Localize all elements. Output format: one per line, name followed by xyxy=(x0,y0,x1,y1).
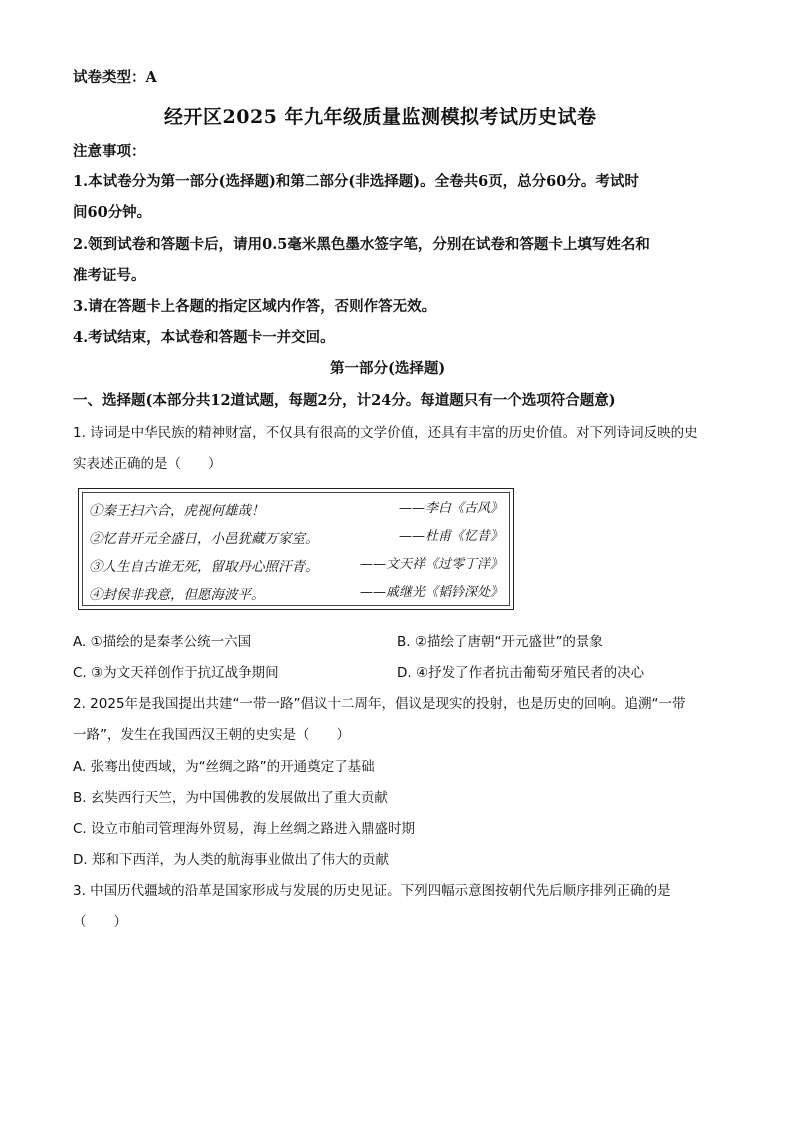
poem-line-4: ④封侯非我意，但愿海波平。 xyxy=(89,587,265,603)
poem-source-4: ——戚继光《韬钤深处》 xyxy=(359,585,503,600)
poem-line-2: ②忆昔开元全盛日，小邑犹藏万家室。 xyxy=(89,531,319,547)
page-title: 经开区2025 年九年级质量监测模拟考试历史试卷 xyxy=(164,106,597,128)
poem-excerpt-box xyxy=(78,488,514,610)
q2-option-a: A. 张骞出使西域，为“丝绸之路”的开通奠定了基础 xyxy=(73,759,375,775)
poem-line-3: ③人生自古谁无死，留取丹心照汗青。 xyxy=(89,559,319,575)
poem-box-inner-border xyxy=(82,492,510,606)
q2-option-b: B. 玄奘西行天竺，为中国佛教的发展做出了重大贡献 xyxy=(73,790,388,806)
notice-item-2-line-1: 2.领到试卷和答题卡后，请用0.5毫米黑色墨水签字笔，分别在试卷和答题卡上填写姓名和 xyxy=(73,236,650,253)
q1-stem-line-2: 实表述正确的是（ ） xyxy=(73,456,222,472)
notice-item-1-line-1: 1.本试卷分为第一部分(选择题)和第二部分(非选择题)。全卷共6页，总分60分。考试时 xyxy=(73,173,639,190)
q1-option-c: C. ③为文天祥创作于抗辽战争期间 xyxy=(73,665,279,681)
notice-item-3: 3.请在答题卡上各题的指定区域内作答，否则作答无效。 xyxy=(73,298,437,315)
q3-stem-line-1: 3. 中国历代疆域的沿革是国家形成与发展的历史见证。下列四幅示意图按朝代先后顺序排列正确的是 xyxy=(73,883,671,899)
q3-stem-line-2: （ ） xyxy=(73,914,127,930)
notice-item-4: 4.考试结束，本试卷和答题卡一并交回。 xyxy=(73,329,335,346)
paper-type: 试卷类型：A xyxy=(73,69,157,86)
poem-source-3: ——文天祥《过零丁洋》 xyxy=(359,557,503,572)
poem-source-1: ——李白《古风》 xyxy=(398,501,503,516)
poem-source-2: ——杜甫《忆昔》 xyxy=(398,529,503,544)
section-heading: 一、选择题(本部分共12道试题，每题2分，计24分。每道题只有一个选项符合题意) xyxy=(73,392,616,409)
notice-item-1-line-2: 间60分钟。 xyxy=(73,204,152,221)
notice-heading: 注意事项： xyxy=(73,143,146,160)
notice-item-2-line-2: 准考证号。 xyxy=(73,267,146,284)
q2-option-c: C. 设立市舶司管理海外贸易，海上丝绸之路进入鼎盛时期 xyxy=(73,821,416,837)
q2-stem-line-1: 2. 2025年是我国提出共建“一带一路”倡议十二周年，倡议是现实的投射，也是历史的回响。追溯“一带 xyxy=(73,696,686,712)
q1-option-b: B. ②描绘了唐朝“开元盛世”的景象 xyxy=(397,634,603,650)
q1-option-a: A. ①描绘的是秦孝公统一六国 xyxy=(73,634,252,650)
part-title: 第一部分(选择题) xyxy=(330,360,446,377)
q2-option-d: D. 郑和下西洋，为人类的航海事业做出了伟大的贡献 xyxy=(73,852,389,868)
poem-line-1: ①秦王扫六合，虎视何雄哉！ xyxy=(89,503,265,519)
q1-option-d: D. ④抒发了作者抗击葡萄牙殖民者的决心 xyxy=(397,665,645,681)
q2-stem-line-2: 一路”，发生在我国西汉王朝的史实是（ ） xyxy=(73,727,350,743)
q1-stem-line-1: 1. 诗词是中华民族的精神财富，不仅具有很高的文学价值，还具有丰富的历史价值。对下列诗词反映的史 xyxy=(73,425,698,441)
